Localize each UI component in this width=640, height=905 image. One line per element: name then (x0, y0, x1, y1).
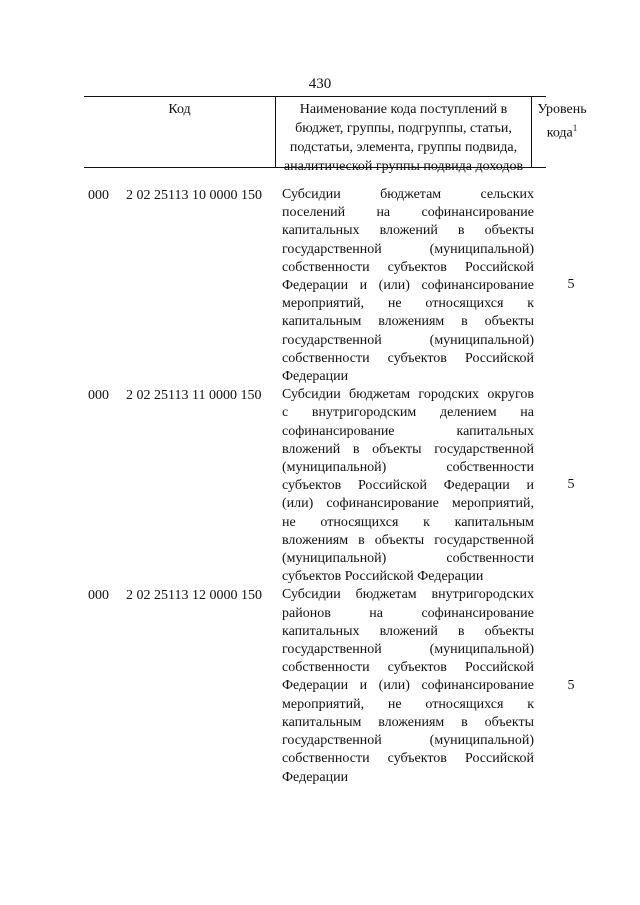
description-line: мероприятий, не относящихся к (282, 296, 534, 312)
description-line: собственности субъектов Российской (282, 350, 534, 366)
description-line: вложениям в объекты государственной (282, 532, 534, 548)
revenue-code: 2 02 25113 10 0000 150 (126, 188, 262, 203)
header-level-line: Уровень (537, 102, 587, 117)
code-level: 5 (567, 477, 575, 493)
description-line: поселений на софинансирование (282, 205, 534, 221)
header-name-line: аналитической группы подвида доходов (283, 159, 524, 174)
description-line: капитальных вложений в объекты (282, 223, 534, 239)
header-level-word: кода (546, 125, 573, 141)
description-line: государственной (муниципальной) (282, 241, 534, 257)
header-code-column: Код (84, 97, 276, 167)
description-line: государственной (муниципальной) (282, 733, 534, 749)
description-line: собственности субъектов Российской (282, 259, 534, 275)
description-line: Субсидии бюджетам городских округов (282, 387, 534, 403)
description-line: собственности субъектов Российской (282, 660, 534, 676)
revenue-code: 2 02 25113 12 0000 150 (126, 588, 262, 604)
revenue-code: 2 02 25113 11 0000 150 (126, 388, 262, 404)
table-row (0, 386, 640, 586)
description-line: Федерации (282, 369, 349, 385)
page-number: 430 (308, 76, 332, 92)
revenue-description (282, 186, 534, 386)
description-line: Федерации и (или) софинансирование (282, 278, 534, 294)
header-name-line: подстатьи, элемента, группы подвида, (289, 140, 518, 155)
revenue-description (282, 586, 534, 786)
header-level-line (532, 119, 592, 143)
description-line: субъектов Российской Федерации и (282, 478, 534, 494)
table-row (0, 586, 640, 786)
description-line: (муниципальной) собственности (282, 460, 534, 476)
description-line: (муниципальной) собственности (282, 551, 534, 567)
description-line: с внутригородским делением на (282, 405, 534, 421)
admin-code: 000 (88, 388, 109, 404)
admin-code: 000 (88, 588, 109, 604)
header-name-line: бюджет, группы, подгруппы, статьи, (295, 121, 512, 136)
description-line: субъектов Российской Федерации (282, 569, 484, 585)
description-line: капитальным вложениям в объекты (282, 314, 534, 330)
description-line: мероприятий, не относящихся к (282, 696, 534, 712)
description-line: собственности субъектов Российской (282, 751, 534, 767)
description-line: вложений в объекты государственной (282, 441, 534, 457)
table-header (84, 96, 587, 174)
code-level: 5 (567, 277, 575, 293)
description-line: капитальных вложений в объекты (282, 623, 534, 639)
description-line: не относящихся к капитальным (282, 514, 534, 530)
code-level: 5 (567, 677, 575, 693)
description-line: Субсидии бюджетам внутригородских (282, 587, 534, 603)
header-level-column (532, 97, 592, 167)
header-name-column (276, 97, 532, 174)
description-line: государственной (муниципальной) (282, 642, 534, 658)
footnote-marker: 1 (572, 123, 578, 133)
description-line: (или) софинансирование мероприятий, (282, 496, 534, 512)
description-line: государственной (муниципальной) (282, 332, 534, 348)
table-body (0, 186, 640, 787)
revenue-description (282, 386, 534, 586)
description-line: районов на софинансирование (282, 605, 534, 621)
admin-code: 000 (88, 188, 109, 203)
table-row (0, 186, 640, 386)
description-line: Субсидии бюджетам сельских (282, 187, 534, 202)
description-line: Федерации и (или) софинансирование (282, 678, 534, 694)
header-name-line: Наименование кода поступлений в (299, 102, 508, 117)
description-line: капитальным вложениям в объекты (282, 714, 534, 730)
description-line: софинансирование капитальных (282, 423, 534, 439)
description-line: Федерации (282, 769, 349, 785)
